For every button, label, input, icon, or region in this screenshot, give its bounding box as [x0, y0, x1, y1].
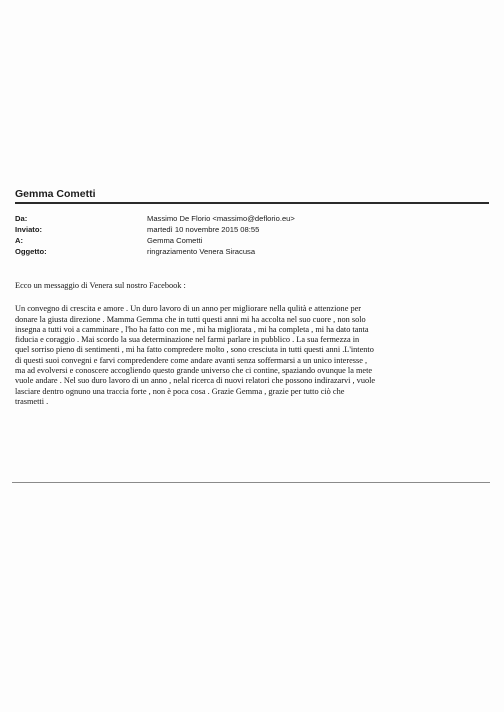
from-value: Massimo De Florio <massimo@deflorio.eu> — [147, 214, 295, 223]
from-label: Da: — [15, 214, 28, 223]
email-body — [15, 281, 487, 407]
sent-value: martedì 10 novembre 2015 08:55 — [147, 225, 260, 234]
subject-label: Oggetto: — [15, 247, 47, 256]
paragraph-line: ma ad evolversi e conoscere accogliendo questo grande universo che ci contine, spaziando ovunque la mete — [15, 366, 373, 376]
paragraph-line: insegna a tutti voi a camminare , l'ho ha fatto con me , mi ha migliorata , mi ha completa , mi ha dato tanta — [15, 324, 369, 334]
email-paragraph — [15, 304, 487, 407]
footer-divider — [12, 482, 490, 483]
paragraph-line: quel sorriso pieno di sentimenti , mi ha fatto compredere molto , sono cresciuta in tutti questi anni .L'intento — [15, 345, 374, 355]
header-divider — [15, 202, 489, 204]
header-row-subject — [15, 246, 489, 257]
sent-label: Inviato: — [15, 225, 43, 234]
header-row-from — [15, 213, 489, 224]
paragraph-line: di questi suoi convegni e farvi compredendere come andare avanti senza soffermarsi a un unico interesse , — [15, 355, 368, 365]
paragraph-line: trasmetti . — [15, 396, 49, 406]
header-row-sent — [15, 224, 489, 235]
email-header — [15, 213, 489, 257]
to-label: A: — [15, 236, 24, 245]
to-value: Gemma Cometti — [147, 236, 203, 245]
paragraph-line: vuole andare . Nel suo duro lavoro di un anno , nelal ricerca di nuovi relatori che possono indirazarvi , vuole — [15, 376, 376, 386]
header-row-to — [15, 235, 489, 246]
paragraph-line: fiducia e coraggio . Mai scordo la sua determinazione nel farmi parlare in pubblico . La sua fermezza in — [15, 335, 360, 345]
sender-name: Gemma Cometti — [15, 188, 96, 200]
paragraph-line: donare la giusta direzione . Mamma Gemma che in tutti questi anni mi ha accolta nel suo cuore , non solo — [15, 314, 366, 324]
paragraph-line: lasciare dentro ognuno una traccia forte , non è poca cosa . Grazie Gemma , grazie per tutto ciò che — [15, 386, 345, 396]
subject-value: ringraziamento Venera Siracusa — [147, 247, 256, 256]
paragraph-line: Un convegno di crescita e amore . Un duro lavoro di un anno per migliorare nella qulità e attenzione per — [15, 304, 362, 314]
email-intro: Ecco un messaggio di Venera sul nostro Facebook : — [15, 281, 186, 290]
